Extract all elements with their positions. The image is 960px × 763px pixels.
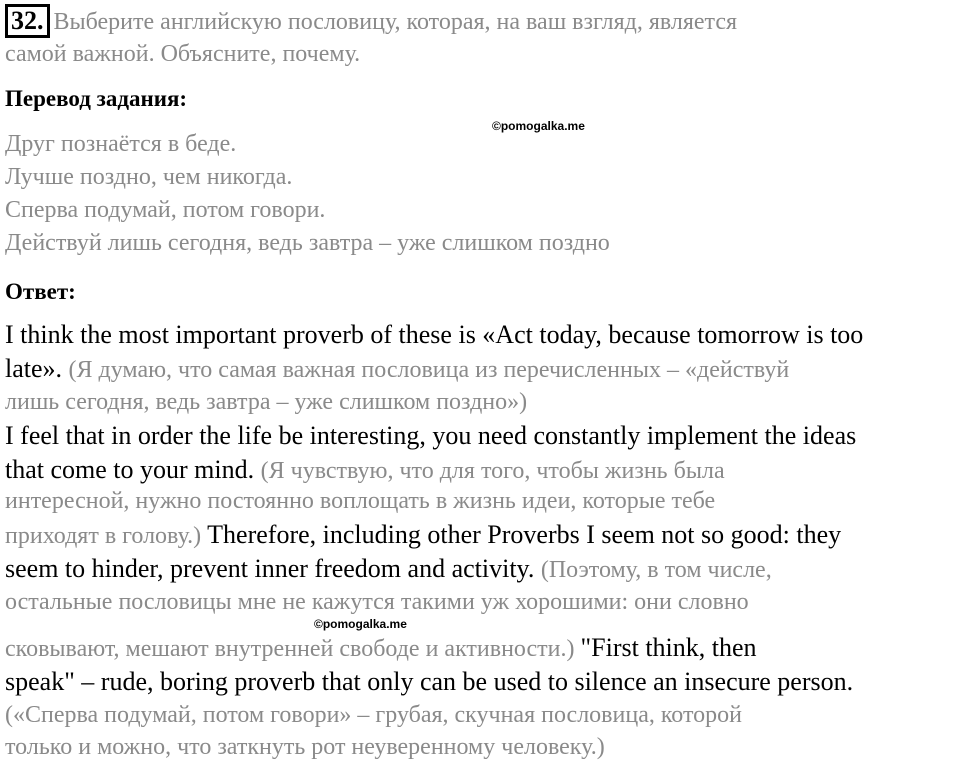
task-number-badge: 32.	[5, 4, 50, 38]
answer-line-10	[5, 633, 757, 663]
answer-line-8-ru: (Поэтому, в том числе,	[540, 557, 772, 583]
watermark-middle: ©pomogalka.me	[314, 617, 407, 631]
answer-line-5-ru: (Я чувствую, что для того, чтобы жизнь была	[260, 458, 725, 484]
answer-line-3: лишь сегодня, ведь завтра – уже слишком поздно»)	[5, 389, 528, 415]
answer-line-12: («Сперва подумай, потом говори» – грубая, скучная пословица, которой	[5, 702, 742, 728]
proverb-1: Друг познаётся в беде.	[5, 131, 237, 157]
task-line-1	[5, 4, 737, 39]
task-line-2: самой важной. Объясните, почему.	[5, 41, 361, 67]
answer-line-13: только и можно, что заткнуть рот неуверенному человеку.)	[5, 734, 605, 760]
answer-line-7	[5, 520, 841, 550]
proverb-2: Лучше поздно, чем никогда.	[5, 164, 293, 190]
translation-heading: Перевод задания:	[5, 86, 188, 111]
answer-line-8	[5, 554, 772, 584]
proverb-3: Сперва подумай, потом говори.	[5, 197, 326, 223]
answer-line-11: speak" – rude, boring proverb that only can be used to silence an insecure person.	[5, 667, 854, 696]
answer-line-7-ru: приходят в голову.)	[5, 523, 208, 549]
answer-heading: Ответ:	[5, 279, 76, 304]
answer-line-2-ru: (Я думаю, что самая важная пословица из перечисленных – «действуй	[68, 357, 790, 383]
answer-line-10-en: "First think, then	[580, 633, 757, 662]
task-text-1: Выберите английскую пословицу, которая, на ваш взгляд, является	[53, 9, 738, 35]
answer-line-8-en: seem to hinder, prevent inner freedom and activity.	[5, 554, 541, 583]
answer-line-6: интересной, нужно постоянно воплощать в жизнь идеи, которые тебе	[5, 488, 716, 514]
answer-line-2	[5, 354, 789, 384]
proverb-4: Действуй лишь сегодня, ведь завтра – уже слишком поздно	[5, 230, 610, 256]
answer-line-2-en: late».	[5, 354, 69, 383]
answer-line-5-en: that come to your mind.	[5, 455, 261, 484]
watermark-top: ©pomogalka.me	[492, 119, 585, 133]
answer-line-4: I feel that in order the life be interesting, you need constantly implement the ideas	[5, 421, 857, 450]
answer-line-1: I think the most important proverb of these is «Act today, because tomorrow is too	[5, 320, 864, 349]
answer-line-9: остальные пословицы мне не кажутся такими уж хорошими: они словно	[5, 589, 749, 615]
answer-line-7-en: Therefore, including other Proverbs I seem not so good: they	[207, 520, 842, 549]
answer-line-5	[5, 455, 725, 485]
answer-line-10-ru: сковывают, мешают внутренней свободе и активности.)	[5, 636, 581, 662]
